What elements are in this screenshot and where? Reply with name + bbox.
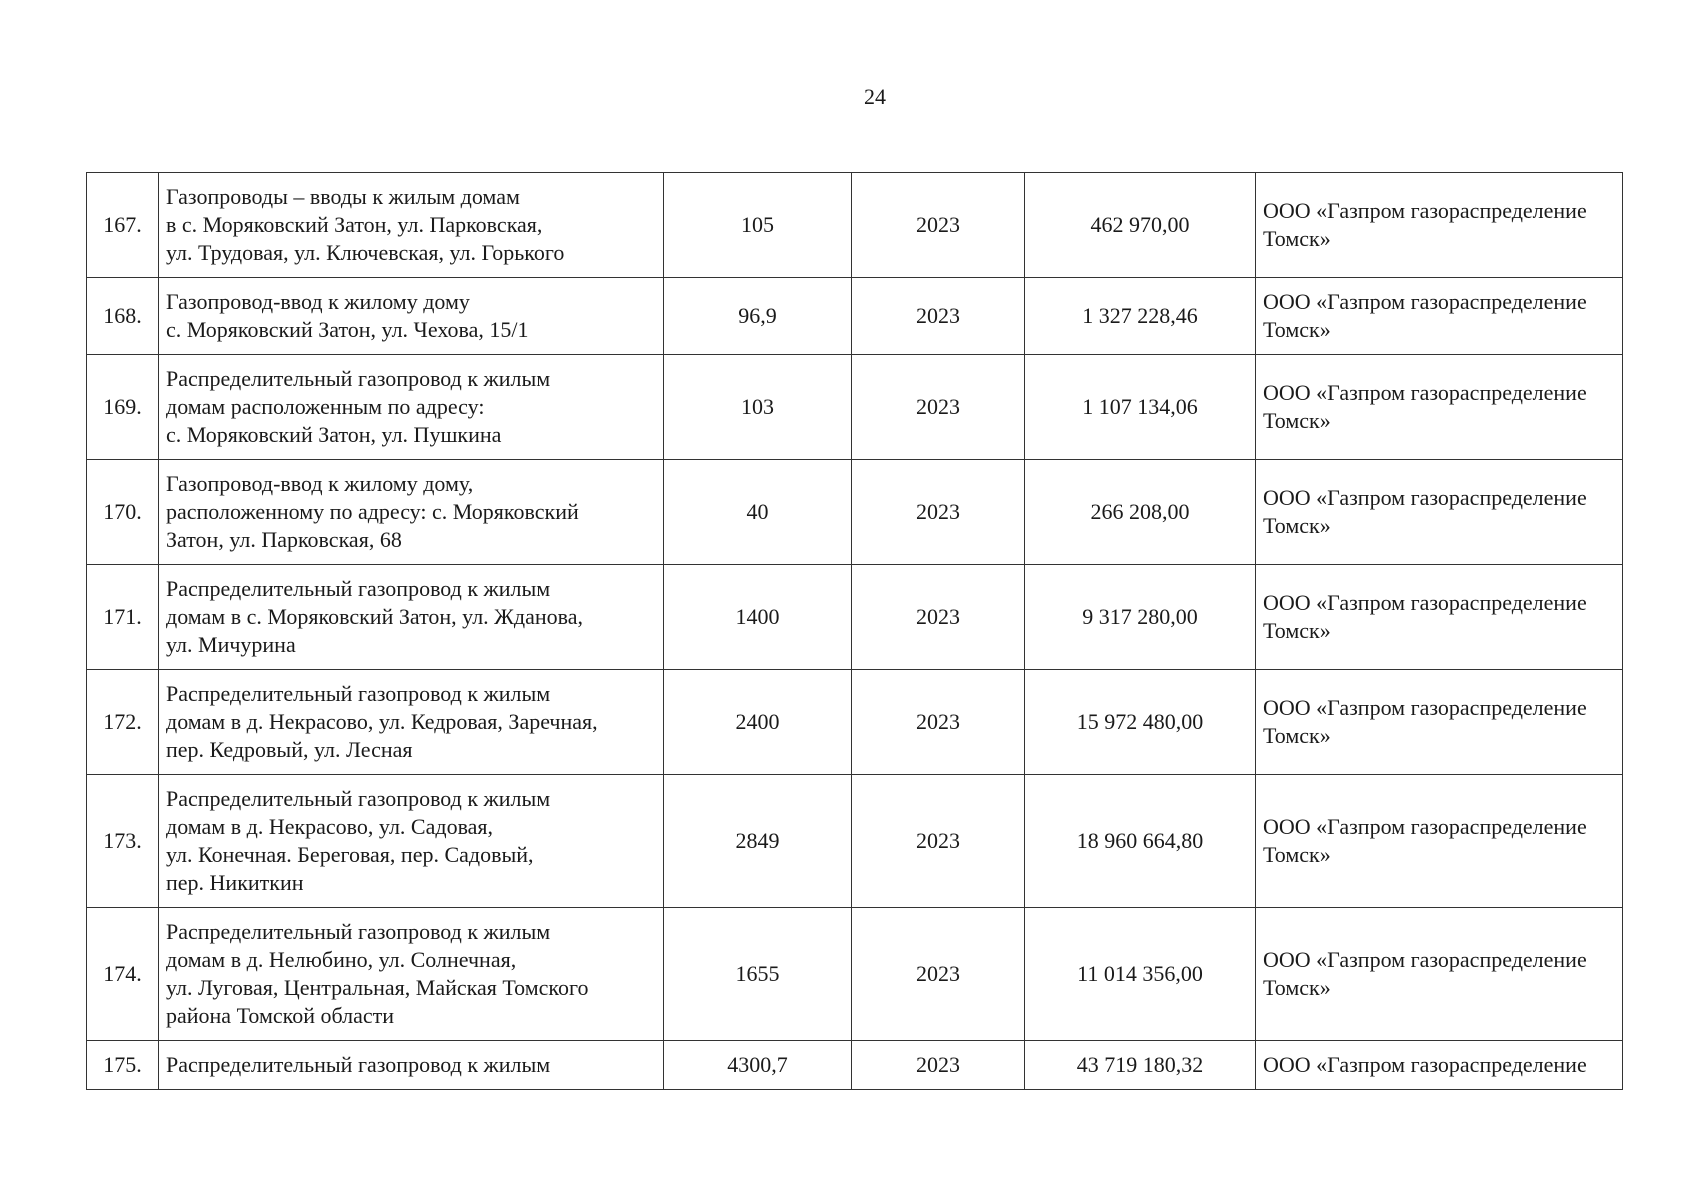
row-number: 167. — [87, 173, 159, 278]
object-cost: 266 208,00 — [1025, 460, 1256, 565]
object-name-line: в с. Моряковский Затон, ул. Парковская, — [166, 212, 543, 237]
object-cost: 462 970,00 — [1025, 173, 1256, 278]
object-cost: 18 960 664,80 — [1025, 775, 1256, 908]
owner-line: ООО «Газпром газораспределение — [1263, 814, 1587, 839]
owner-line: Томск» — [1263, 975, 1331, 1000]
commission-year: 2023 — [852, 565, 1025, 670]
row-number: 168. — [87, 278, 159, 355]
row-number: 172. — [87, 670, 159, 775]
owner-line: ООО «Газпром газораспределение — [1263, 1052, 1587, 1077]
object-name-line: Распределительный газопровод к жилым — [166, 576, 551, 601]
object-name-line: ул. Трудовая, ул. Ключевская, ул. Горького — [166, 240, 565, 265]
commission-year: 2023 — [852, 775, 1025, 908]
row-number: 175. — [87, 1041, 159, 1090]
pipeline-length: 2400 — [664, 670, 852, 775]
owner-organization — [1256, 460, 1623, 565]
owner-organization — [1256, 173, 1623, 278]
owner-line: Томск» — [1263, 226, 1331, 251]
object-cost: 1 327 228,46 — [1025, 278, 1256, 355]
object-name-line: расположенному по адресу: с. Моряковский — [166, 499, 579, 524]
owner-line: ООО «Газпром газораспределение — [1263, 485, 1587, 510]
owner-line: ООО «Газпром газораспределение — [1263, 198, 1587, 223]
table-row — [87, 908, 1623, 1041]
object-name-line: с. Моряковский Затон, ул. Чехова, 15/1 — [166, 317, 529, 342]
object-name-line: пер. Никиткин — [166, 870, 304, 895]
commission-year: 2023 — [852, 1041, 1025, 1090]
row-number: 170. — [87, 460, 159, 565]
table-body — [87, 173, 1623, 1090]
object-name-line: Газопровод-ввод к жилому дому, — [166, 471, 474, 496]
pipeline-length: 105 — [664, 173, 852, 278]
object-name — [159, 355, 664, 460]
owner-organization — [1256, 355, 1623, 460]
commission-year: 2023 — [852, 173, 1025, 278]
object-name — [159, 775, 664, 908]
owner-organization — [1256, 670, 1623, 775]
object-cost: 9 317 280,00 — [1025, 565, 1256, 670]
owner-organization — [1256, 908, 1623, 1041]
object-name-line: Затон, ул. Парковская, 68 — [166, 527, 402, 552]
commission-year: 2023 — [852, 908, 1025, 1041]
owner-line: ООО «Газпром газораспределение — [1263, 380, 1587, 405]
object-cost: 1 107 134,06 — [1025, 355, 1256, 460]
row-number: 173. — [87, 775, 159, 908]
object-name-line: района Томской области — [166, 1003, 395, 1028]
pipeline-length: 4300,7 — [664, 1041, 852, 1090]
object-name-line: домам в с. Моряковский Затон, ул. Жданова, — [166, 604, 583, 629]
object-name — [159, 173, 664, 278]
table-row — [87, 355, 1623, 460]
table-row — [87, 565, 1623, 670]
owner-line: ООО «Газпром газораспределение — [1263, 590, 1587, 615]
object-cost: 11 014 356,00 — [1025, 908, 1256, 1041]
gas-pipeline-table — [86, 172, 1623, 1090]
commission-year: 2023 — [852, 278, 1025, 355]
row-number: 174. — [87, 908, 159, 1041]
pipeline-length: 40 — [664, 460, 852, 565]
commission-year: 2023 — [852, 460, 1025, 565]
pipeline-length: 1655 — [664, 908, 852, 1041]
owner-line: ООО «Газпром газораспределение — [1263, 947, 1587, 972]
table-row — [87, 775, 1623, 908]
object-name-line: домам в д. Нелюбино, ул. Солнечная, — [166, 947, 517, 972]
pipeline-length: 96,9 — [664, 278, 852, 355]
pipeline-length: 2849 — [664, 775, 852, 908]
owner-organization — [1256, 775, 1623, 908]
object-name — [159, 1041, 664, 1090]
owner-line: Томск» — [1263, 513, 1331, 538]
object-name-line: Распределительный газопровод к жилым — [166, 681, 551, 706]
owner-organization — [1256, 565, 1623, 670]
object-cost: 15 972 480,00 — [1025, 670, 1256, 775]
object-name — [159, 565, 664, 670]
owner-line: Томск» — [1263, 618, 1331, 643]
owner-line: Томск» — [1263, 317, 1331, 342]
table-row — [87, 460, 1623, 565]
commission-year: 2023 — [852, 670, 1025, 775]
owner-line: Томск» — [1263, 723, 1331, 748]
owner-line: ООО «Газпром газораспределение — [1263, 289, 1587, 314]
owner-line: Томск» — [1263, 842, 1331, 867]
object-name-line: Распределительный газопровод к жилым — [166, 786, 551, 811]
table-row — [87, 1041, 1623, 1090]
object-name-line: Распределительный газопровод к жилым — [166, 1052, 551, 1077]
table-row — [87, 670, 1623, 775]
object-name-line: с. Моряковский Затон, ул. Пушкина — [166, 422, 502, 447]
pipeline-length: 1400 — [664, 565, 852, 670]
owner-line: Томск» — [1263, 408, 1331, 433]
object-name-line: Распределительный газопровод к жилым — [166, 366, 551, 391]
object-name — [159, 670, 664, 775]
object-name-line: домам в д. Некрасово, ул. Садовая, — [166, 814, 494, 839]
owner-line: ООО «Газпром газораспределение — [1263, 695, 1587, 720]
object-name-line: Газопровод-ввод к жилому дому — [166, 289, 470, 314]
table-row — [87, 173, 1623, 278]
object-name-line: ул. Мичурина — [166, 632, 296, 657]
object-name-line: домам в д. Некрасово, ул. Кедровая, Заречная, — [166, 709, 598, 734]
object-name-line: Газопроводы – вводы к жилым домам — [166, 184, 520, 209]
object-name — [159, 460, 664, 565]
row-number: 171. — [87, 565, 159, 670]
owner-organization — [1256, 278, 1623, 355]
object-name — [159, 278, 664, 355]
object-name-line: Распределительный газопровод к жилым — [166, 919, 551, 944]
object-cost: 43 719 180,32 — [1025, 1041, 1256, 1090]
object-name-line: домам расположенным по адресу: — [166, 394, 485, 419]
table-row — [87, 278, 1623, 355]
row-number: 169. — [87, 355, 159, 460]
pipeline-length: 103 — [664, 355, 852, 460]
owner-organization — [1256, 1041, 1623, 1090]
commission-year: 2023 — [852, 355, 1025, 460]
object-name-line: ул. Конечная. Береговая, пер. Садовый, — [166, 842, 534, 867]
object-name-line: ул. Луговая, Центральная, Майская Томского — [166, 975, 589, 1000]
page-number: 24 — [864, 84, 886, 109]
object-name — [159, 908, 664, 1041]
object-name-line: пер. Кедровый, ул. Лесная — [166, 737, 413, 762]
